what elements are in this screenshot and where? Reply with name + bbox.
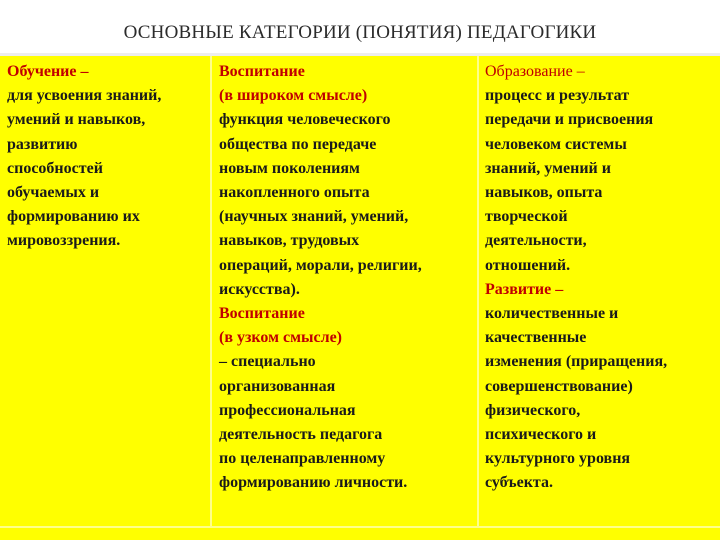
text-line: Обучение –: [7, 63, 89, 80]
text-line: деятельность педагога: [219, 426, 383, 444]
text-line: мировоззрения.: [7, 232, 121, 250]
text-line: обучаемых и: [7, 184, 100, 202]
text-line: (в широком смысле): [219, 87, 368, 105]
column-separator: [477, 56, 479, 526]
text-line: формированию их: [7, 208, 140, 226]
text-line: общества по передаче: [219, 135, 377, 153]
text-line: Образование –: [485, 63, 585, 80]
column-obrazovanie: [485, 60, 717, 496]
text-line: субъекта.: [485, 474, 553, 492]
text-line: развитию: [7, 135, 78, 153]
text-line: формированию личности.: [219, 474, 408, 492]
text-line: (научных знаний, умений,: [219, 208, 409, 226]
text-line: творческой: [485, 208, 568, 226]
text-line: передачи и присвоения: [485, 111, 654, 129]
text-line: Воспитание: [219, 63, 305, 80]
text-line: знаний, умений и: [485, 159, 611, 177]
text-line: деятельности,: [485, 232, 587, 250]
text-line: процесс и результат: [485, 87, 630, 105]
text-line: навыков, трудовых: [219, 232, 360, 250]
column-separator: [210, 56, 212, 526]
text-line: – специально: [219, 353, 316, 371]
text-line: функция человеческого: [219, 111, 391, 129]
column-obuchenie: [7, 60, 207, 254]
text-line: физического,: [485, 401, 581, 419]
text-line: способностей: [7, 159, 103, 177]
text-line: навыков, опыта: [485, 184, 603, 202]
text-line: отношений.: [485, 256, 571, 274]
table-bottom-line: [0, 526, 720, 528]
text-line: культурного уровня: [485, 450, 631, 468]
text-line: (в узком смысле): [219, 329, 342, 347]
text-line: по целенаправленному: [219, 450, 386, 468]
text-line: Развитие –: [485, 280, 564, 298]
text-line: количественные и: [485, 305, 619, 323]
text-line: профессиональная: [219, 401, 356, 419]
text-line: искусства).: [219, 280, 300, 298]
text-line: для усвоения знаний,: [7, 87, 162, 105]
text-line: психического и: [485, 426, 597, 444]
text-line: совершенствование): [485, 377, 633, 395]
text-line: новым поколениям: [219, 159, 360, 177]
text-line: качественные: [485, 329, 587, 347]
text-line: накопленного опыта: [219, 184, 370, 202]
text-line: человеком системы: [485, 135, 627, 153]
column-vospitanie: [219, 60, 475, 496]
text-line: организованная: [219, 377, 336, 395]
text-line: Воспитание: [219, 305, 305, 323]
text-line: операций, морали, религии,: [219, 256, 422, 274]
text-line: изменения (приращения,: [485, 353, 668, 371]
text-line: умений и навыков,: [7, 111, 146, 129]
slide-title: ОСНОВНЫЕ КАТЕГОРИИ (ПОНЯТИЯ) ПЕДАГОГИКИ: [123, 22, 597, 43]
